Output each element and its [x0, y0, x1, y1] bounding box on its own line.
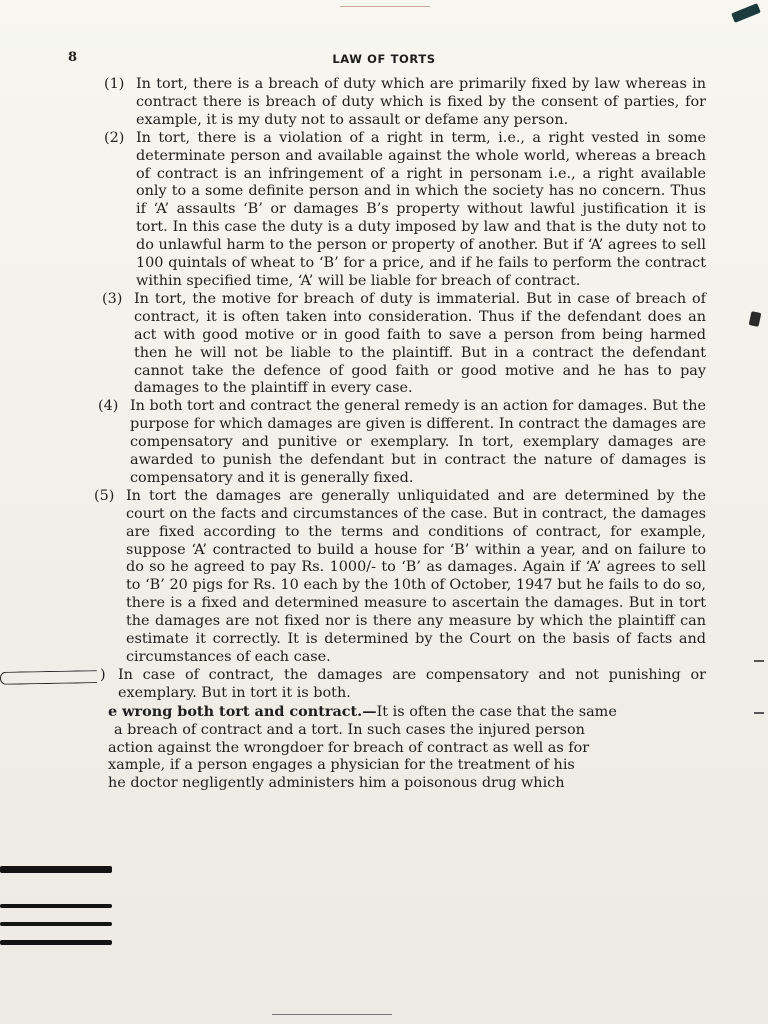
- item-text: In case of contract, the damages are compensatory and not punishing or exemplary. But in tort it is both.: [118, 666, 706, 701]
- section-heading: e wrong both tort and contract.—: [108, 702, 377, 720]
- item-number: (3): [102, 290, 123, 307]
- item-text: In tort, there is a violation of a right in term, i.e., a right vested in some determinate person and available against the whole world, whereas a breach of contract is an infringement of a right in personam i.e., a right available only to a some definite person and in which the society has no concern. Thus if ‘A’ assaults ‘B’ or damages B’s property without lawful justification it is tort. In this case the duty is a duty imposed by law and that is the duty not to do unlawful harm to the person or property of another. But if ‘A’ agrees to sell 100 quintals of wheat to ‘B’ for a price, and if he fails to perform the contract within specified time, ‘A’ will be liable for breach of contract.: [136, 129, 706, 289]
- redaction-bar: [0, 866, 112, 873]
- continuation-line: he doctor negligently administers him a poisonous drug which: [108, 775, 565, 792]
- margin-mark: [749, 311, 762, 327]
- redaction-bar: [0, 904, 112, 908]
- redaction-bar: [0, 940, 112, 945]
- continuation-line: action against the wrongdoer for breach of contract as well as for: [108, 739, 590, 756]
- list-item: [104, 76, 706, 130]
- item-text: In tort the damages are generally unliquidated and are determined by the court on the facts and circumstances of the case. But in contract, the damages are fixed according to the terms and conditions of contract, for example, suppose ‘A’ contracted to build a house for ‘B’ within a year, and on failure to do so he agreed to pay Rs. 1000/- to ‘B’ as damages. Again if ‘A’ agrees to sell to ‘B’ 20 pigs for Rs. 10 each by the 10th of October, 1947 but he fails to do so, there is a fixed and determined measure to ascertain the damages. But in tort the damages are not fixed nor is there any measure by which the plaintiff can estimate it correctly. It is determined by the Court on the basis of facts and circumstances of each case.: [126, 487, 706, 665]
- continuation-line: a breach of contract and a tort. In such cases the injured person: [114, 721, 585, 738]
- item-number: (2): [104, 129, 125, 146]
- running-head: LAW OF TORTS: [332, 52, 436, 66]
- item-number: (4): [98, 398, 119, 415]
- margin-tick: [754, 660, 764, 662]
- item-text: In tort, the motive for breach of duty is immaterial. But in case of breach of contract, it is often taken into consideration. Thus if the defendant does an act with good motive or in good faith to save a person from being harmed then he will not be liable to the plaintiff. But in a contract the defendant cannot take the defence of good faith or good motive and he has to pay damages to the plaintiff in every case.: [134, 290, 706, 397]
- list-item: [102, 290, 706, 398]
- continuation-text: It is often the case that the same: [376, 703, 617, 720]
- item-text: In tort, there is a breach of duty which are primarily fixed by law whereas in contract there is breach of duty which is fixed by the consent of parties, for example, it is my duty not to assault or defame any person.: [136, 76, 706, 128]
- item-number: ): [100, 666, 106, 683]
- list-item: [94, 487, 706, 667]
- redaction-bar: [0, 922, 112, 926]
- continuation-section: [108, 703, 706, 794]
- item-number: (5): [94, 487, 115, 504]
- corner-mark: [731, 3, 761, 23]
- body-text: [94, 76, 706, 793]
- list-item: [104, 129, 706, 291]
- margin-tick: [754, 712, 764, 714]
- scan-artifact: [272, 1014, 392, 1015]
- item-text: In both tort and contract the general remedy is an action for damages. But the purpose for which damages are given is different. In contract the damages are compensatory and punitive or exemplary. In tort, exemplary damages are awarded to punish the defendant but in contract the nature of damages is compensatory and it is generally fixed.: [130, 398, 706, 486]
- page-number: 8: [68, 50, 78, 65]
- continuation-line: xample, if a person engages a physician for the treatment of his: [108, 757, 575, 774]
- list-item: [100, 666, 706, 703]
- list-item: [98, 398, 706, 488]
- continuation-line: [108, 703, 706, 722]
- scan-artifact: [340, 6, 430, 7]
- item-number: (1): [104, 76, 125, 92]
